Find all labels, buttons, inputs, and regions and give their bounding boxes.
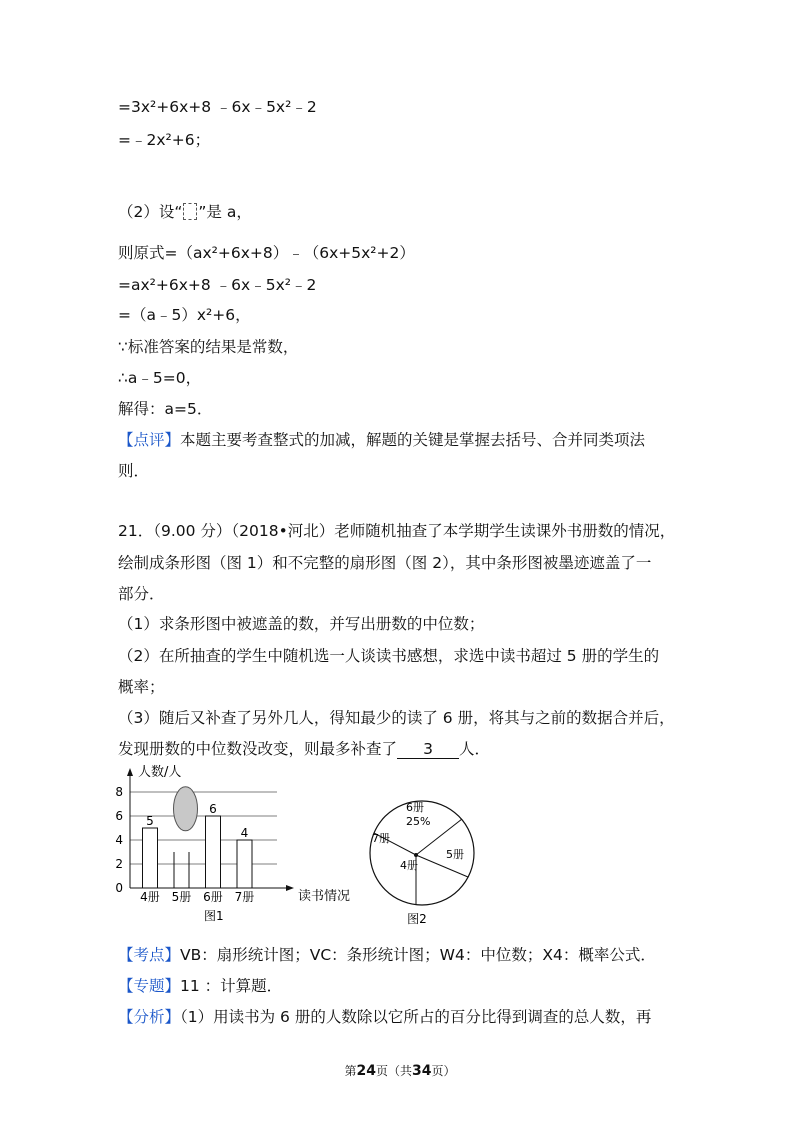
y-tick-label: 6: [115, 809, 123, 823]
dashed-box-icon: [183, 203, 197, 220]
bar: [237, 840, 252, 888]
question-21-part-3a: （3）随后又补查了另外几人，得知最少的读了 6 册，将其与之前的数据合并后，: [118, 709, 675, 727]
pie-slice-label: 5册: [446, 848, 464, 861]
y-tick-label: 2: [115, 857, 123, 871]
answer-blank: 3: [397, 740, 459, 759]
topic-line: [118, 976, 282, 996]
key-point-line: [118, 945, 656, 965]
comment-text: 本题主要考查整式的加减，解题的关键是掌握去括号、合并同类项法: [180, 431, 646, 449]
pie-center-dot: [414, 853, 418, 857]
question-21-part-2b: 概率；: [118, 678, 165, 696]
page-footer: [0, 1062, 800, 1079]
solution-line-3: [118, 202, 252, 222]
ink-blot: [174, 787, 198, 831]
pie-slice-label: 6册: [406, 801, 424, 814]
comment-line: [118, 430, 645, 450]
footer-post: 页）: [431, 1064, 456, 1078]
part2-prefix: （2）设“: [118, 203, 183, 221]
bar-chart: [112, 762, 352, 932]
analysis-text: （1）用读书为 6 册的人数除以它所占的百分比得到调查的总人数，再: [180, 1008, 652, 1026]
part2-suffix: ”是 a，: [198, 203, 252, 221]
y-axis-title: 人数/人: [138, 765, 182, 780]
x-tick-label: 4册: [140, 890, 160, 904]
comment-line-2: 则．: [118, 462, 150, 480]
question-21-part-3b: [118, 739, 490, 759]
solution-line-1: =3x²+6x+8 ﹣6x﹣5x²﹣2: [118, 98, 317, 116]
solution-line-6: =（a﹣5）x²+6，: [118, 306, 251, 324]
pie-slice-label: 4册: [400, 859, 418, 872]
question-21-line-3: 部分．: [118, 585, 165, 603]
x-tick-label: 7册: [234, 890, 255, 904]
solution-line-7: ∵标准答案的结果是常数，: [118, 338, 299, 356]
footer-mid: 页（共: [375, 1064, 412, 1078]
solution-line-4: 则原式=（ax²+6x+8）﹣（6x+5x²+2）: [118, 244, 415, 262]
topic-tag: 【专题】: [118, 977, 181, 995]
comment-tag: 【点评】: [118, 431, 181, 449]
solution-line-8: ∴a﹣5=0，: [118, 369, 202, 387]
footer-pre: 第: [344, 1064, 357, 1078]
question-21-part-2a: （2）在所抽查的学生中随机选一人谈读书感想，求选中读书超过 5 册的学生的: [118, 647, 660, 665]
solution-line-2: =﹣2x²+6；: [118, 131, 211, 149]
pie-slice-label: 25%: [406, 815, 431, 828]
part3-unit: 人．: [459, 740, 491, 758]
footer-page-number: 24: [356, 1063, 376, 1079]
bar: [206, 816, 221, 888]
chart-caption: 图1: [204, 909, 224, 923]
bar: [143, 828, 158, 888]
analysis-line: [118, 1007, 651, 1027]
bar-value-label: 6: [209, 802, 217, 816]
pie-chart: [362, 795, 492, 925]
y-tick-label: 0: [115, 881, 123, 895]
question-21-part-1: （1）求条形图中被遮盖的数，并写出册数的中位数；: [118, 615, 485, 633]
pie-slice-label: 7册: [372, 832, 390, 845]
y-tick-label: 8: [115, 785, 123, 799]
solution-line-5: =ax²+6x+8 ﹣6x﹣5x²﹣2: [118, 276, 317, 294]
footer-total-pages: 34: [412, 1063, 432, 1079]
bar-value-label: 5: [146, 814, 154, 828]
y-tick-label: 4: [115, 833, 123, 847]
solution-line-9: 解得：a=5．: [118, 400, 213, 418]
chart-caption: 图2: [407, 912, 427, 925]
analysis-tag: 【分析】: [118, 1008, 181, 1026]
topic-text: 11 ：计算题．: [180, 977, 283, 995]
y-axis-arrow-icon: [127, 768, 133, 776]
x-tick-label: 6册: [203, 890, 223, 904]
key-point-text: VB：扇形统计图；VC：条形统计图；W4：中位数；X4：概率公式．: [180, 946, 656, 964]
x-axis-arrow-icon: [286, 885, 294, 891]
part3-text: 发现册数的中位数没改变，则最多补查了: [118, 740, 398, 758]
key-point-tag: 【考点】: [118, 946, 181, 964]
x-tick-label: 5册: [171, 890, 192, 904]
question-21-line-2: 绘制成条形图（图 1）和不完整的扇形图（图 2），其中条形图被墨迹遮盖了一: [118, 554, 652, 572]
bar-value-label: 4: [240, 826, 249, 840]
question-21-line-1: 21．（9.00 分）（2018•河北）老师随机抽查了本学期学生读课外书册数的情况，: [118, 522, 676, 540]
x-axis-title: 读书情况: [298, 889, 351, 904]
